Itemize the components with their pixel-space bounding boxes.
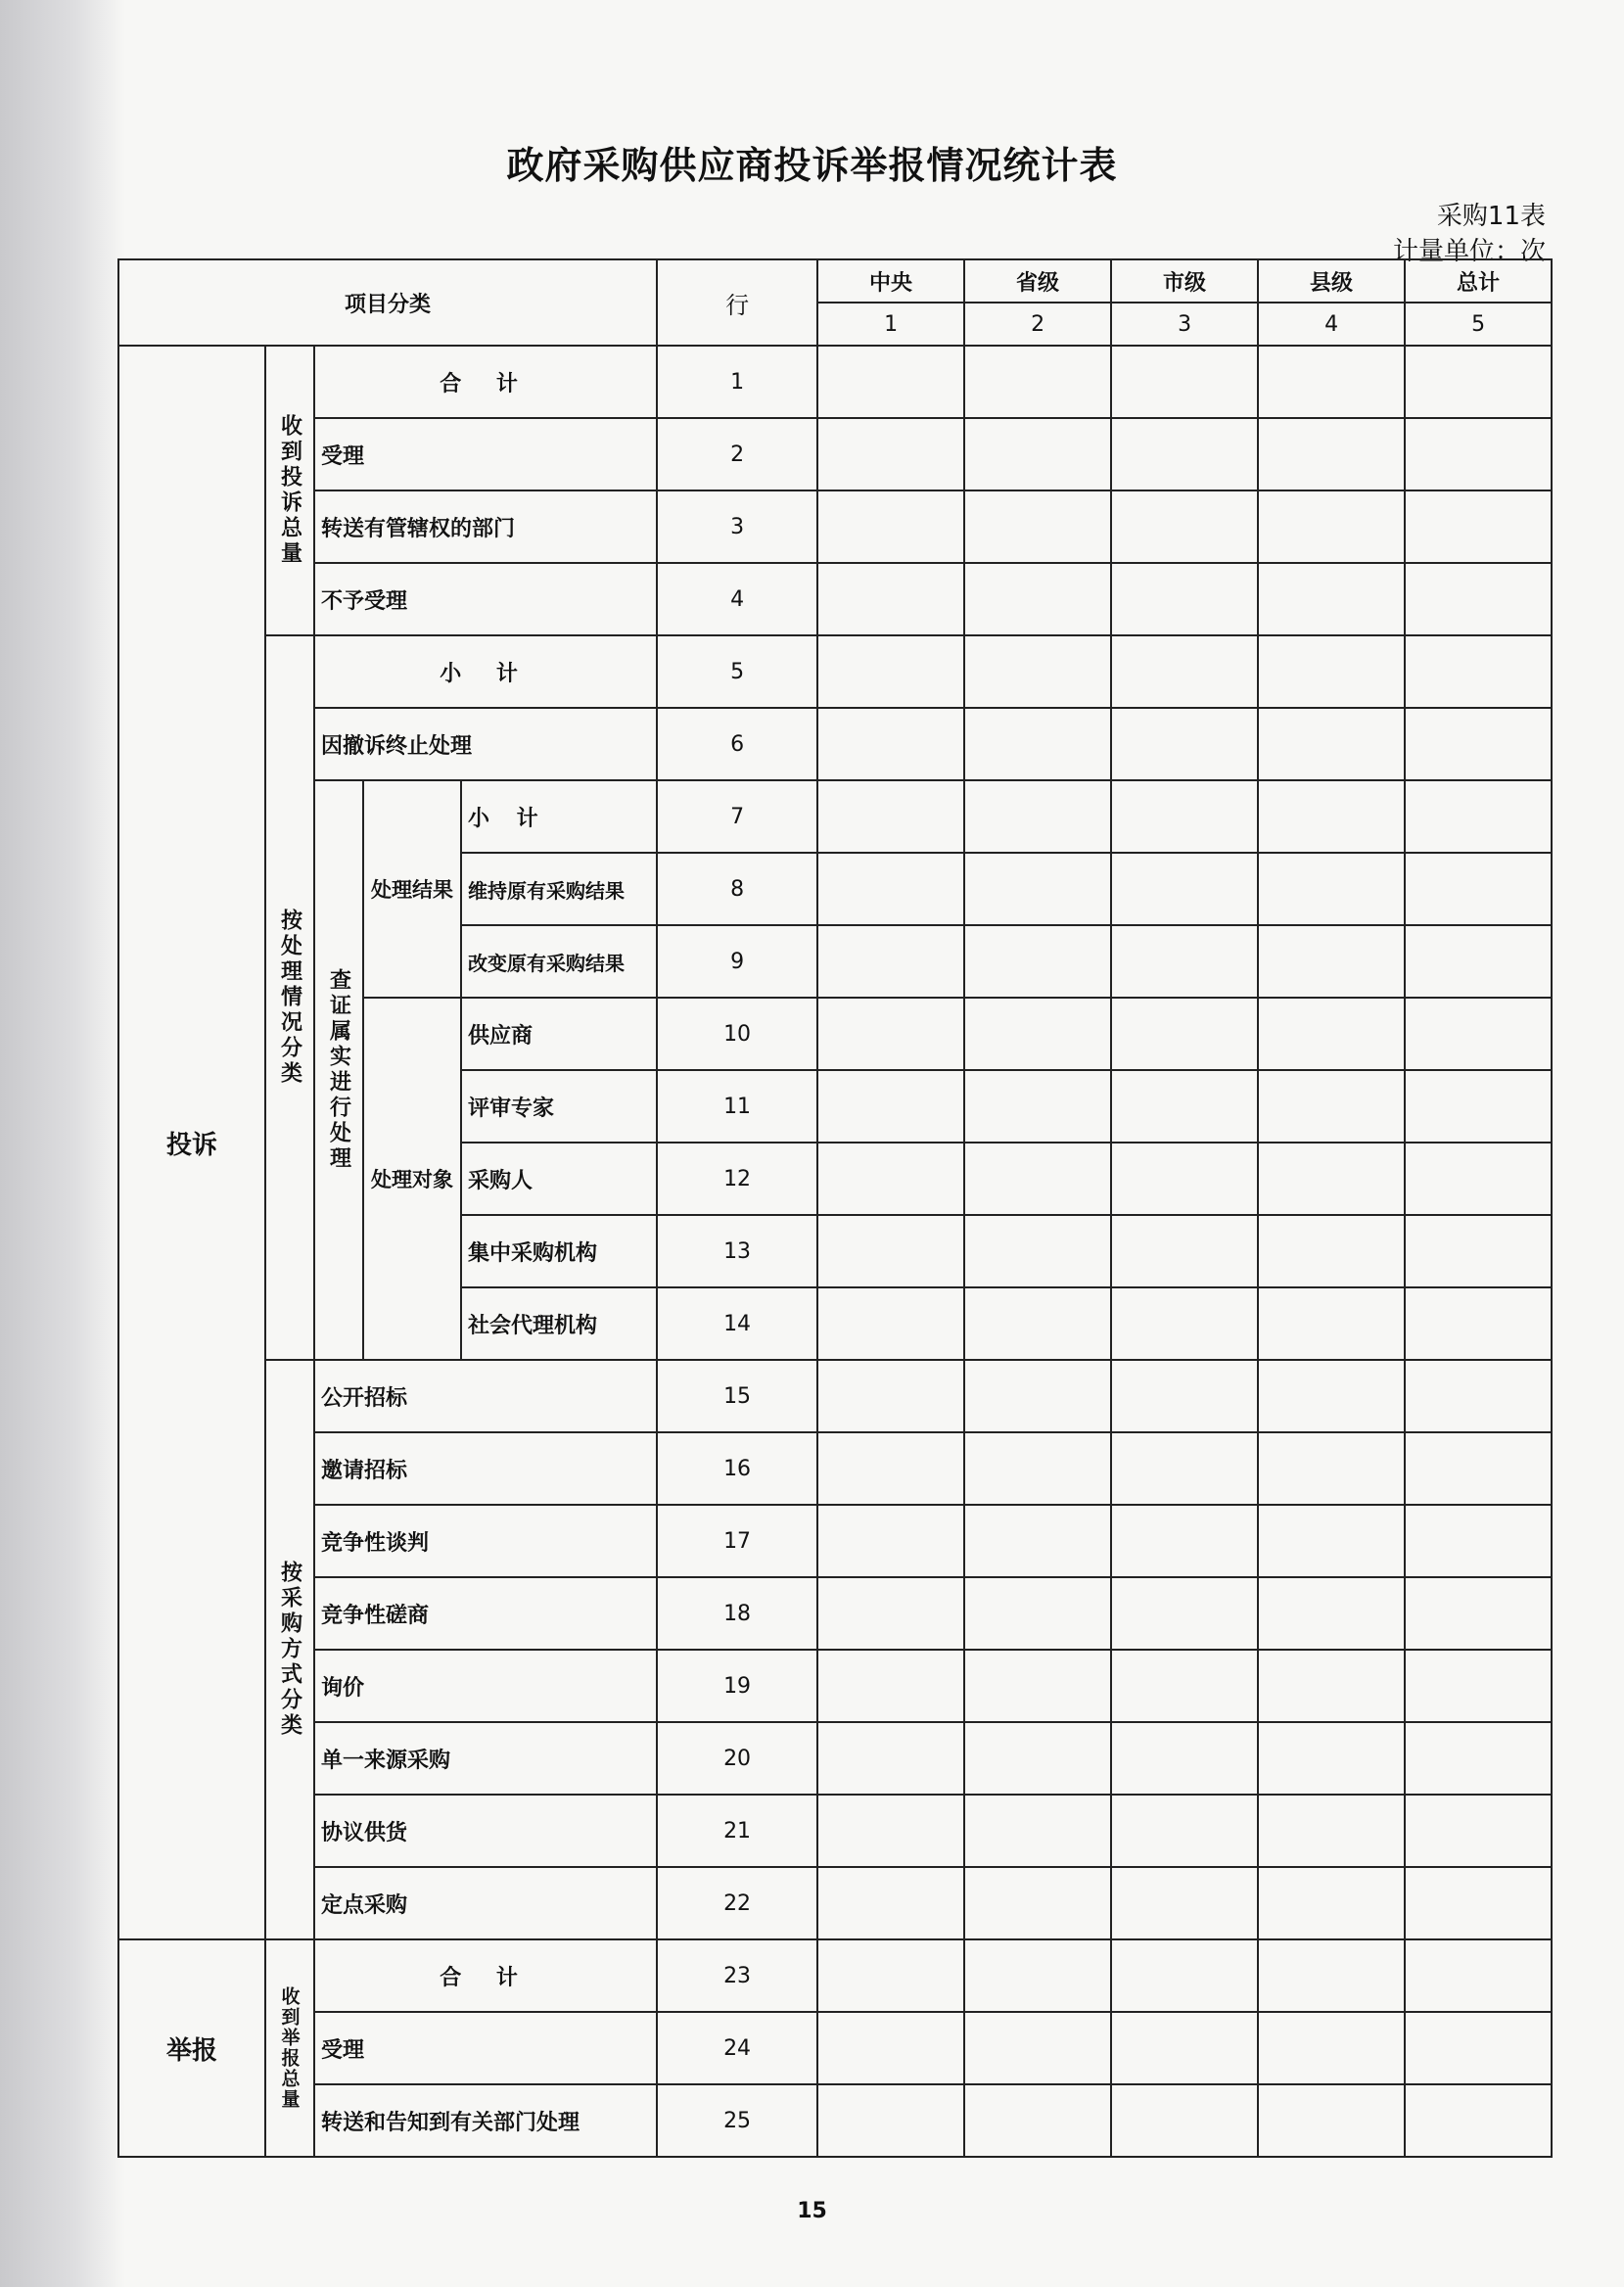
data-cell: [1405, 418, 1552, 490]
data-cell: [1258, 1215, 1405, 1287]
data-cell: [1258, 1795, 1405, 1867]
data-cell: [964, 780, 1111, 853]
row-label: 询价: [314, 1650, 657, 1722]
data-cell: [1258, 1287, 1405, 1360]
data-cell: [964, 1795, 1111, 1867]
data-cell: [964, 2084, 1111, 2157]
data-cell: [1258, 1070, 1405, 1143]
data-cell: [1111, 1722, 1258, 1795]
row-label: 受理: [314, 2012, 657, 2084]
row-number: 25: [657, 2084, 817, 2157]
row-label: 小 计: [314, 635, 657, 708]
row-number: 14: [657, 1287, 817, 1360]
data-cell: [1111, 998, 1258, 1070]
data-cell: [964, 853, 1111, 925]
row-number: 19: [657, 1650, 817, 1722]
row-label: 改变原有采购结果: [461, 925, 657, 998]
data-cell: [1405, 1143, 1552, 1215]
data-cell: [1405, 1722, 1552, 1795]
table-row: [118, 2084, 1552, 2157]
header-row: [118, 259, 1552, 303]
row-number: 24: [657, 2012, 817, 2084]
data-cell: [1258, 1650, 1405, 1722]
row-number: 21: [657, 1795, 817, 1867]
data-cell: [1258, 853, 1405, 925]
data-cell: [817, 1722, 964, 1795]
header-col-num-5: 5: [1405, 303, 1552, 346]
data-cell: [817, 1360, 964, 1432]
row-label: 协议供货: [314, 1795, 657, 1867]
row-label: 评审专家: [461, 1070, 657, 1143]
data-cell: [1111, 1650, 1258, 1722]
data-cell: [1405, 998, 1552, 1070]
row-label: 转送有管辖权的部门: [314, 490, 657, 563]
row-label: 维持原有采购结果: [461, 853, 657, 925]
table-row: [118, 1939, 1552, 2012]
data-cell: [1111, 635, 1258, 708]
data-cell: [964, 635, 1111, 708]
data-cell: [1405, 2012, 1552, 2084]
category-complaint: 投诉: [118, 346, 265, 1939]
header-col-county: 县级: [1258, 259, 1405, 303]
data-cell: [964, 998, 1111, 1070]
row-label: 因撤诉终止处理: [314, 708, 657, 780]
row-label: 竞争性谈判: [314, 1505, 657, 1577]
row-label: 供应商: [461, 998, 657, 1070]
data-cell: [1405, 563, 1552, 635]
data-cell: [1111, 2012, 1258, 2084]
data-cell: [964, 925, 1111, 998]
data-cell: [964, 708, 1111, 780]
data-cell: [964, 1432, 1111, 1505]
data-cell: [1405, 1505, 1552, 1577]
row-number: 12: [657, 1143, 817, 1215]
table-row: [118, 1867, 1552, 1939]
data-cell: [964, 1360, 1111, 1432]
binding-shadow: [0, 0, 125, 2287]
data-cell: [817, 490, 964, 563]
data-cell: [817, 2084, 964, 2157]
data-cell: [1405, 2084, 1552, 2157]
data-cell: [817, 1215, 964, 1287]
form-code: 采购11表: [1436, 202, 1546, 231]
data-cell: [1111, 1360, 1258, 1432]
data-cell: [964, 1143, 1111, 1215]
group-by-method: 按采购方式分类: [265, 1360, 314, 1939]
data-cell: [1111, 1287, 1258, 1360]
row-number: 18: [657, 1577, 817, 1650]
group-result: 处理结果: [363, 780, 461, 998]
data-cell: [1405, 1577, 1552, 1650]
data-cell: [1405, 1432, 1552, 1505]
measurement-unit: 计量单位：次: [1392, 237, 1546, 266]
data-cell: [817, 1939, 964, 2012]
data-cell: [1258, 563, 1405, 635]
data-cell: [1258, 490, 1405, 563]
table-row: [118, 563, 1552, 635]
data-cell: [817, 1432, 964, 1505]
data-cell: [1258, 1143, 1405, 1215]
table-row: [118, 2012, 1552, 2084]
data-cell: [817, 635, 964, 708]
row-label: 受理: [314, 418, 657, 490]
data-cell: [817, 780, 964, 853]
data-cell: [964, 1287, 1111, 1360]
row-label: 集中采购机构: [461, 1215, 657, 1287]
row-label: 转送和告知到有关部门处理: [314, 2084, 657, 2157]
data-cell: [964, 418, 1111, 490]
data-cell: [817, 998, 964, 1070]
table-row: [118, 418, 1552, 490]
data-cell: [1258, 1867, 1405, 1939]
data-cell: [817, 853, 964, 925]
data-cell: [1111, 346, 1258, 418]
header-item-category: 项目分类: [118, 259, 657, 346]
data-cell: [1111, 1795, 1258, 1867]
header-col-num-2: 2: [964, 303, 1111, 346]
table-row: [118, 346, 1552, 418]
row-number: 16: [657, 1432, 817, 1505]
data-cell: [1111, 1143, 1258, 1215]
data-cell: [1258, 925, 1405, 998]
header-col-central: 中央: [817, 259, 964, 303]
data-cell: [1258, 1722, 1405, 1795]
header-col-num-4: 4: [1258, 303, 1405, 346]
data-cell: [1111, 853, 1258, 925]
page-number: 15: [797, 2199, 827, 2223]
table-row: [118, 780, 1552, 853]
row-label: 竞争性磋商: [314, 1577, 657, 1650]
table-row: [118, 1360, 1552, 1432]
group-verified: 查证属实进行处理: [314, 780, 363, 1360]
data-cell: [1405, 346, 1552, 418]
statistics-table: [117, 258, 1553, 2158]
data-cell: [1258, 1505, 1405, 1577]
data-cell: [1258, 998, 1405, 1070]
row-label: 邀请招标: [314, 1432, 657, 1505]
page-title: 政府采购供应商投诉举报情况统计表: [506, 144, 1118, 187]
data-cell: [1258, 346, 1405, 418]
data-cell: [1405, 853, 1552, 925]
data-cell: [1111, 708, 1258, 780]
data-cell: [817, 346, 964, 418]
data-cell: [1111, 925, 1258, 998]
data-cell: [1258, 2012, 1405, 2084]
data-cell: [1258, 635, 1405, 708]
data-cell: [817, 1795, 964, 1867]
group-received-complaints: 收到投诉总量: [265, 346, 314, 635]
table-row: [118, 1795, 1552, 1867]
data-cell: [1405, 1287, 1552, 1360]
data-cell: [1111, 418, 1258, 490]
data-cell: [1405, 1650, 1552, 1722]
row-label: 单一来源采购: [314, 1722, 657, 1795]
data-cell: [1258, 708, 1405, 780]
data-cell: [817, 925, 964, 998]
data-cell: [964, 1215, 1111, 1287]
data-cell: [1405, 1939, 1552, 2012]
row-number: 2: [657, 418, 817, 490]
table-row: [118, 1432, 1552, 1505]
data-cell: [1405, 1070, 1552, 1143]
data-cell: [1258, 780, 1405, 853]
row-number: 10: [657, 998, 817, 1070]
data-cell: [817, 1287, 964, 1360]
data-cell: [1111, 1432, 1258, 1505]
data-cell: [1258, 1360, 1405, 1432]
data-cell: [1258, 418, 1405, 490]
row-number: 13: [657, 1215, 817, 1287]
header-col-num-3: 3: [1111, 303, 1258, 346]
data-cell: [817, 1577, 964, 1650]
row-number: 9: [657, 925, 817, 998]
header-col-municipal: 市级: [1111, 259, 1258, 303]
data-cell: [1111, 563, 1258, 635]
row-number: 20: [657, 1722, 817, 1795]
data-cell: [1405, 780, 1552, 853]
data-cell: [817, 1505, 964, 1577]
header-col-total: 总计: [1405, 259, 1552, 303]
row-label: 小 计: [461, 780, 657, 853]
data-cell: [817, 418, 964, 490]
data-cell: [1258, 1939, 1405, 2012]
row-label: 公开招标: [314, 1360, 657, 1432]
table-row: [118, 1577, 1552, 1650]
data-cell: [964, 1070, 1111, 1143]
data-cell: [1111, 1505, 1258, 1577]
data-cell: [964, 1939, 1111, 2012]
row-number: 6: [657, 708, 817, 780]
row-label: 采购人: [461, 1143, 657, 1215]
data-cell: [1258, 2084, 1405, 2157]
data-cell: [1111, 2084, 1258, 2157]
row-number: 5: [657, 635, 817, 708]
row-label: 社会代理机构: [461, 1287, 657, 1360]
data-cell: [817, 1070, 964, 1143]
group-target: 处理对象: [363, 998, 461, 1360]
header-col-num-1: 1: [817, 303, 964, 346]
data-cell: [1405, 490, 1552, 563]
row-number: 7: [657, 780, 817, 853]
row-number: 23: [657, 1939, 817, 2012]
data-cell: [964, 1722, 1111, 1795]
row-label: 定点采购: [314, 1867, 657, 1939]
group-received-reports: 收到举报总量: [265, 1939, 314, 2157]
data-cell: [1405, 635, 1552, 708]
data-cell: [1111, 1577, 1258, 1650]
header-row-number: 行: [657, 259, 817, 346]
data-cell: [1405, 1360, 1552, 1432]
row-number: 22: [657, 1867, 817, 1939]
row-label: 不予受理: [314, 563, 657, 635]
row-label: 合 计: [314, 1939, 657, 2012]
data-cell: [964, 1577, 1111, 1650]
row-number: 8: [657, 853, 817, 925]
row-number: 3: [657, 490, 817, 563]
data-cell: [1405, 925, 1552, 998]
header-col-provincial: 省级: [964, 259, 1111, 303]
data-cell: [1258, 1432, 1405, 1505]
data-cell: [964, 563, 1111, 635]
data-cell: [817, 563, 964, 635]
category-report: 举报: [118, 1939, 265, 2157]
table-row: [118, 635, 1552, 708]
row-number: 4: [657, 563, 817, 635]
data-cell: [964, 1650, 1111, 1722]
data-cell: [817, 1867, 964, 1939]
data-cell: [1111, 1867, 1258, 1939]
table-row: [118, 708, 1552, 780]
group-by-handling: 按处理情况分类: [265, 635, 314, 1360]
data-cell: [817, 1143, 964, 1215]
data-cell: [1405, 1215, 1552, 1287]
data-cell: [964, 490, 1111, 563]
data-cell: [964, 2012, 1111, 2084]
data-cell: [1111, 1215, 1258, 1287]
row-number: 11: [657, 1070, 817, 1143]
data-cell: [1405, 1795, 1552, 1867]
table-row: [118, 1722, 1552, 1795]
row-label: 合 计: [314, 346, 657, 418]
data-cell: [964, 346, 1111, 418]
row-number: 1: [657, 346, 817, 418]
row-number: 17: [657, 1505, 817, 1577]
data-cell: [1258, 1577, 1405, 1650]
data-cell: [1111, 490, 1258, 563]
data-cell: [1111, 1070, 1258, 1143]
table-row: [118, 1650, 1552, 1722]
data-cell: [817, 708, 964, 780]
data-cell: [964, 1867, 1111, 1939]
data-cell: [964, 1505, 1111, 1577]
data-cell: [1111, 780, 1258, 853]
data-cell: [1405, 1867, 1552, 1939]
row-number: 15: [657, 1360, 817, 1432]
data-cell: [817, 2012, 964, 2084]
data-cell: [1111, 1939, 1258, 2012]
data-cell: [1405, 708, 1552, 780]
data-cell: [817, 1650, 964, 1722]
table-row: [118, 490, 1552, 563]
table-row: [118, 1505, 1552, 1577]
